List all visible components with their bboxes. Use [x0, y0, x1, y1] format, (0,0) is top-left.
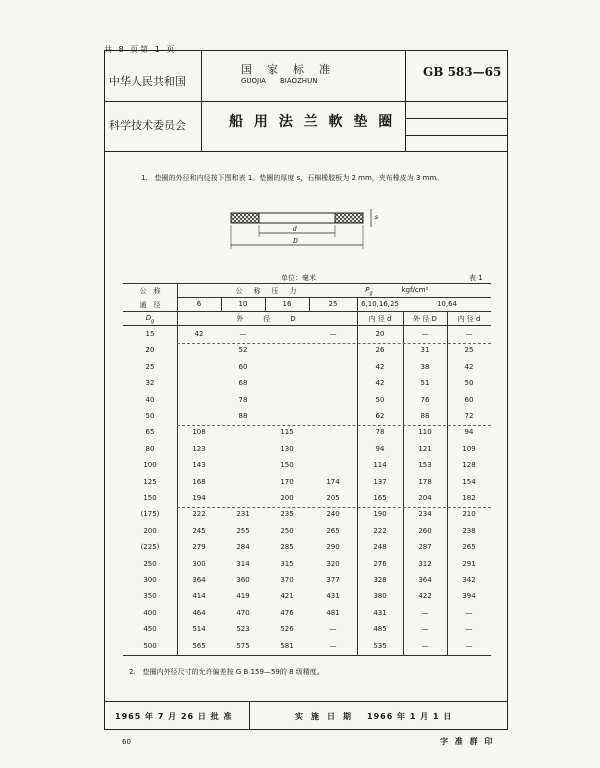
- table-cell-dg: 40: [145, 395, 155, 404]
- table-cell-c6: 108: [192, 428, 206, 437]
- approval-date: 1965 年 7 月 26 日 批 准: [115, 712, 233, 721]
- pressure-value: 25: [328, 300, 338, 308]
- table-cell-D2: 38: [420, 362, 430, 371]
- table-cell-d: 62: [375, 412, 385, 420]
- table-cell-c6: 279: [192, 543, 206, 552]
- table-cell-d2: 291: [462, 559, 476, 568]
- table-cell-D2: —: [421, 625, 429, 634]
- table-cell-d: 94: [375, 444, 385, 453]
- table-cell-c6: 464: [192, 608, 206, 617]
- table-cell-d2: 182: [462, 494, 476, 502]
- table-cell-d2: 72: [464, 412, 474, 420]
- header-divider: [105, 101, 507, 102]
- table-cell-c16: 235: [280, 510, 294, 519]
- table-cell-c6: 565: [192, 641, 206, 650]
- header-dg-text: D: [145, 314, 152, 322]
- table-cell-c10: 78: [238, 395, 248, 404]
- table-cell-c10: 52: [238, 346, 248, 355]
- table-cell-d: 485: [373, 625, 387, 634]
- table-cell-c25: 174: [326, 477, 340, 486]
- table-cell-dg: 100: [143, 461, 157, 470]
- table-cell-c16: 200: [280, 494, 294, 502]
- table-cell-c16: 170: [280, 477, 294, 486]
- table-cell-d: 222: [373, 526, 387, 535]
- header-col2-line: [405, 51, 406, 151]
- table-cell-c25: —: [329, 625, 337, 634]
- table-cell-D2: 88: [420, 412, 430, 420]
- dim-D-label: D: [293, 238, 298, 245]
- gasket-right-section: [335, 213, 363, 223]
- table-cell-dg: 25: [145, 362, 155, 371]
- table-cell-D2: —: [421, 608, 429, 617]
- table-cell-c6: 514: [192, 625, 206, 634]
- table-cell-dg: 350: [143, 592, 157, 601]
- table-cell-d: 328: [373, 576, 387, 584]
- table-cell-c25: 377: [326, 576, 340, 584]
- table-cell-c10: 419: [236, 592, 250, 601]
- table-cell-dg: 15: [145, 330, 155, 338]
- table-cell-c16: 581: [280, 641, 294, 650]
- table-cell-d2: 50: [464, 379, 474, 388]
- table-cell-d2: 128: [462, 461, 476, 470]
- table-number: 表 1: [469, 274, 483, 282]
- table-cell-c25: 431: [326, 592, 340, 601]
- table-cell-c25: —: [329, 330, 337, 338]
- gasket-left-section: [231, 213, 259, 223]
- table-cell-c10: 231: [236, 510, 250, 519]
- header-pg: [357, 286, 381, 296]
- table-cell-c16: 285: [280, 543, 294, 552]
- header-nominal: 公 称: [139, 287, 161, 295]
- table-cell-D2: 51: [420, 379, 430, 388]
- header-right-line1: [405, 118, 507, 119]
- note-2: 2. 垫圈内外径尺寸的允许偏差按 G B 159—59的 8 级精度。: [129, 668, 324, 676]
- header-col1-line: [201, 51, 202, 151]
- header-pg-sub: g: [369, 290, 373, 297]
- table-cell-d: 50: [375, 395, 385, 404]
- table-cell-c16: 130: [280, 444, 294, 453]
- table-cell-c16: 150: [280, 461, 294, 470]
- note-1: 1. 垫圈的外径和内径按下图和表 1。垫圈的厚度 s，石棉橡胶板为 2 mm，夹布橡皮为 3 mm。: [141, 174, 444, 182]
- table-cell-c16: 315: [280, 559, 294, 568]
- table-row: [123, 622, 491, 638]
- header-dg-sub: g: [151, 318, 155, 325]
- table-cell-c10: 575: [236, 641, 250, 650]
- table-cell-d2: 60: [464, 395, 474, 404]
- table-cell-c16: 250: [280, 526, 294, 535]
- header-bottom-line: [105, 151, 507, 152]
- table-cell-c10: 68: [238, 379, 248, 388]
- table-cell-d: 20: [375, 330, 385, 338]
- table-cell-c10: 88: [238, 412, 248, 420]
- table-cell-d2: 342: [462, 576, 476, 584]
- table-cell-c16: 115: [280, 428, 294, 437]
- table-cell-c6: 222: [192, 510, 206, 519]
- table-cell-D2: 110: [418, 428, 432, 437]
- table-cell-D2: 178: [418, 477, 432, 486]
- table-cell-c10: 360: [236, 576, 250, 584]
- table-cell-D2: 312: [418, 559, 432, 568]
- table-row: [123, 393, 491, 409]
- table-cell-dg: 150: [143, 494, 157, 502]
- table-cell-d: 190: [373, 510, 387, 519]
- table-cell-d: 78: [375, 428, 385, 437]
- table-cell-d: 137: [373, 477, 387, 486]
- table-cell-c25: 290: [326, 543, 340, 552]
- table-cell-c6: 194: [192, 494, 206, 502]
- table-row: [123, 458, 491, 474]
- table-cell-D2: 121: [418, 444, 432, 453]
- header-outer-diameter-2: 外 径 D: [413, 315, 437, 323]
- table-cell-dg: 32: [145, 379, 155, 388]
- table-cell-dg: 300: [143, 576, 157, 584]
- table-cell-d: 26: [375, 346, 385, 355]
- table-row: [123, 376, 491, 392]
- effective-label: 实 施 日 期: [295, 712, 351, 721]
- table-row: [123, 507, 491, 523]
- table-cell-c10: 470: [236, 608, 250, 617]
- document-title: 船 用 法 兰 軟 垫 圈: [229, 114, 396, 130]
- table-cell-D2: 364: [418, 576, 432, 584]
- table-cell-c6: 143: [192, 461, 206, 470]
- table-cell-d2: —: [465, 641, 473, 650]
- table-cell-d: 42: [375, 362, 385, 371]
- pressure-value: 6: [196, 300, 202, 308]
- gasket-diagram: [225, 199, 395, 259]
- table-cell-c6: 300: [192, 559, 206, 568]
- table-cell-D2: 234: [418, 510, 432, 519]
- table-cell-c10: 314: [236, 559, 250, 568]
- table-cell-dg: 200: [143, 526, 157, 535]
- table-cell-dg: 65: [145, 428, 155, 437]
- page-count-label: 共 8 页第 1 页: [104, 45, 177, 54]
- footer-top-line: [105, 701, 507, 702]
- table-cell-c6: 42: [194, 330, 204, 338]
- table-row: [123, 589, 491, 605]
- table-cell-c10: —: [239, 330, 247, 338]
- table-cell-d: 42: [375, 379, 385, 388]
- table-cell-D2: 260: [418, 526, 432, 535]
- table-cell-D2: 422: [418, 592, 432, 601]
- header-pressure-unit: kgf/cm²: [401, 286, 429, 294]
- table-cell-d2: 25: [464, 346, 474, 355]
- table-cell-D2: 76: [420, 395, 430, 404]
- table-cell-d2: 154: [462, 477, 476, 486]
- table-row: [123, 606, 491, 622]
- table-cell-c6: 245: [192, 526, 206, 535]
- table-cell-D2: 31: [420, 346, 430, 355]
- table-cell-d2: 109: [462, 444, 476, 453]
- org-line1: 中华人民共和国: [109, 75, 186, 88]
- table-cell-d: 380: [373, 592, 387, 601]
- table-cell-c10: 255: [236, 526, 250, 535]
- header-dg: [123, 314, 177, 324]
- header-inner-diameter-2: 内 径 d: [457, 315, 481, 323]
- standard-number: GB 583—65: [423, 65, 502, 79]
- table-row: [123, 540, 491, 556]
- table-cell-c6: 414: [192, 592, 206, 601]
- table-cell-c10: 284: [236, 543, 250, 552]
- table-row: [123, 442, 491, 458]
- table-cell-d2: 42: [464, 362, 474, 371]
- table-cell-dg: 250: [143, 559, 157, 568]
- effective-date: 1966 年 1 月 1 日: [367, 712, 453, 721]
- pressure-value: 6,10,16,25: [361, 300, 399, 308]
- table-cell-c25: —: [329, 641, 337, 650]
- table-cell-D2: —: [421, 641, 429, 650]
- table-cell-c16: 526: [280, 625, 294, 634]
- table-cell-c25: 240: [326, 510, 340, 519]
- table-row: [123, 557, 491, 573]
- unit-label: 单位：毫米: [281, 274, 316, 282]
- header-pressure: 公 称 压 力: [235, 287, 299, 295]
- table-row: [123, 573, 491, 589]
- table-cell-d: 276: [373, 559, 387, 568]
- table-row: [123, 360, 491, 376]
- table-cell-c16: 476: [280, 608, 294, 617]
- table-cell-dg: 20: [145, 346, 155, 355]
- table-cell-c6: 364: [192, 576, 206, 584]
- table-cell-c16: 370: [280, 576, 294, 584]
- table-cell-c10: 60: [238, 362, 248, 371]
- table-cell-D2: 153: [418, 461, 432, 470]
- table-cell-d2: 394: [462, 592, 476, 601]
- standard-cn: 国 家 标 准: [241, 63, 332, 76]
- table-cell-dg: (225): [140, 543, 160, 552]
- table-cell-c25: 205: [326, 494, 340, 502]
- table-cell-dg: 500: [143, 641, 157, 650]
- table-cell-c16: 421: [280, 592, 294, 601]
- dimensions-table: [123, 283, 491, 655]
- table-cell-c25: 481: [326, 608, 340, 617]
- org-line2: 科学技术委员会: [109, 119, 186, 132]
- table-row: [123, 425, 491, 441]
- table-cell-d2: —: [465, 625, 473, 634]
- table-cell-d2: —: [465, 608, 473, 617]
- table-row: [123, 639, 491, 655]
- table-cell-c6: 123: [192, 444, 206, 453]
- header-inner-diameter: 内 径 d: [368, 315, 392, 323]
- table-cell-d2: 238: [462, 526, 476, 535]
- pressure-value: 16: [282, 300, 292, 308]
- table-cell-D2: 204: [418, 494, 432, 502]
- publisher-mark: 字 准 群 印: [440, 737, 495, 746]
- table-cell-d2: 94: [464, 428, 474, 437]
- table-cell-D2: 287: [418, 543, 432, 552]
- table-cell-d: 431: [373, 608, 387, 617]
- document-frame: [104, 50, 508, 730]
- footer-divider: [249, 701, 250, 729]
- table-cell-c25: 320: [326, 559, 340, 568]
- header-pg-text: P: [365, 286, 370, 294]
- table-cell-dg: 50: [145, 412, 155, 420]
- header-outer-diameter: 外 径 D: [236, 315, 298, 323]
- table-cell-d2: 210: [462, 510, 476, 519]
- table-cell-c6: 168: [192, 477, 206, 486]
- standard-pinyin: GUOJIA BIAOZHUN: [241, 77, 318, 85]
- table-row: [123, 327, 491, 343]
- page-number: 60: [122, 738, 131, 746]
- table-cell-c10: 523: [236, 625, 250, 634]
- table-cell-d: 248: [373, 543, 387, 552]
- table-cell-d: 535: [373, 641, 387, 650]
- pressure-value: 10,64: [436, 300, 458, 308]
- table-cell-dg: 400: [143, 608, 157, 617]
- table-row: [123, 524, 491, 540]
- header-right-line2: [405, 135, 507, 136]
- table-cell-d: 165: [373, 494, 387, 502]
- table-cell-dg: (175): [140, 510, 160, 519]
- table-cell-d: 114: [373, 461, 387, 470]
- table-cell-D2: —: [421, 330, 429, 338]
- table-cell-dg: 450: [143, 625, 157, 634]
- dim-d-label: d: [293, 226, 297, 233]
- table-row: [123, 475, 491, 491]
- table-cell-d2: 265: [462, 543, 476, 552]
- table-cell-c25: 265: [326, 526, 340, 535]
- table-cell-dg: 80: [145, 444, 155, 453]
- header-bore: 通 径: [139, 301, 161, 309]
- table-cell-dg: 125: [143, 477, 157, 486]
- dim-s-label: s: [375, 214, 379, 221]
- table-row: [123, 409, 491, 425]
- table-row: [123, 343, 491, 359]
- pressure-value: 10: [238, 300, 248, 308]
- table-row: [123, 491, 491, 507]
- table-cell-d2: —: [465, 330, 473, 338]
